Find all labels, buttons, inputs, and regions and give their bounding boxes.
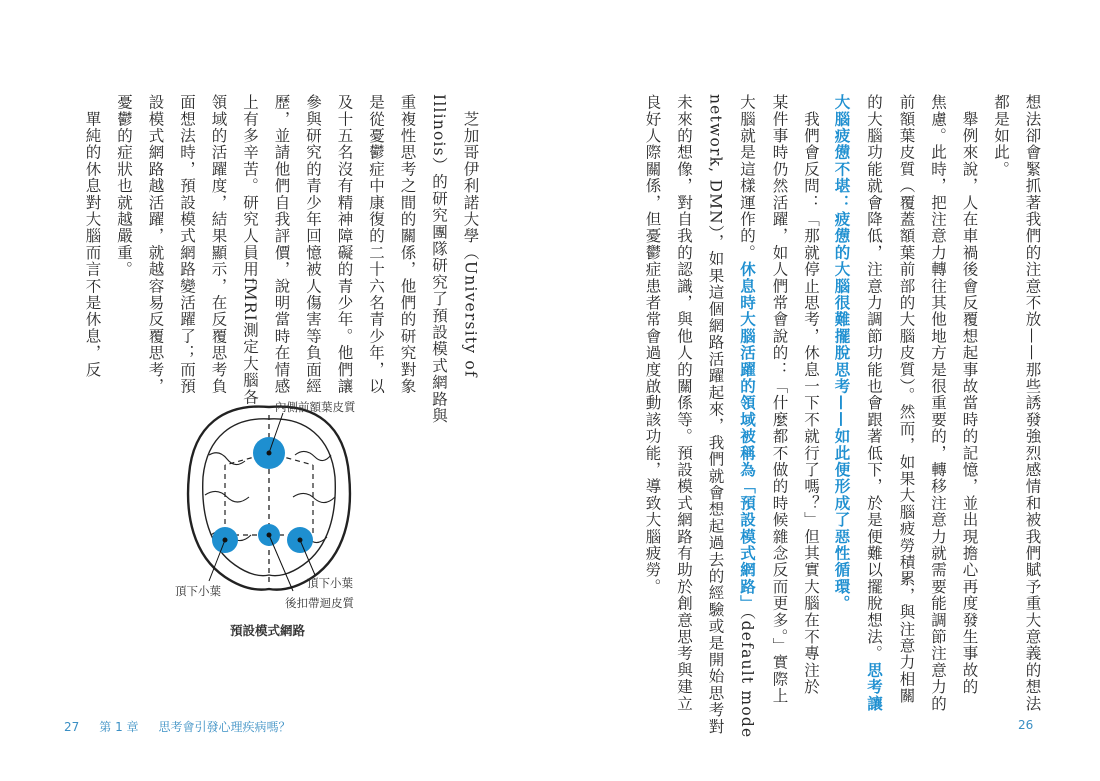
figure-caption: 預設模式網路: [230, 623, 306, 638]
footer-right: [1018, 718, 1033, 732]
highlight-text: 休息時大腦活躍的領域被稱為「預設模式網路」: [738, 261, 757, 612]
text-line: network, DMN），如果這個網路活躍起來，我們就會想起過去的經驗或是開始思考對: [706, 94, 725, 735]
right-page: [550, 0, 1100, 781]
text-line: 焦慮。此時，把注意力轉往其他地方是很重要的，轉移注意力就需要能調節注意力的: [929, 94, 947, 712]
page-number-right: 26: [1018, 718, 1034, 732]
text-line: 芝加哥伊利諾大學（University of: [461, 94, 480, 378]
text-line: 憂鬱的症狀也就越嚴重。: [115, 94, 133, 278]
text-line: 重複性思考之間的關係，他們的研究對象: [398, 94, 417, 395]
highlight-line: 大腦疲憊不堪：疲憊的大腦很難擺脫思考——如此便形成了惡性循環。: [832, 94, 852, 612]
text-line: 想法卻會緊抓著我們的注意不放——那些誘發強烈感情和被我們賦予重大意義的想法: [1023, 94, 1042, 712]
text-line: 單純的休息對大腦而言不是休息，反: [83, 94, 102, 378]
text-line: 是從憂鬱症中康復的二十六名青少年，以: [367, 94, 385, 395]
label-mpfc: 內側前額葉皮質: [275, 400, 356, 414]
label-ipl-left: 頂下小葉: [175, 584, 221, 598]
text-line: 上有多辛苦。研究人員用fMRI測定大腦各: [241, 94, 259, 406]
text-line: 某件事時仍然活躍，如人們常會說的：「什麼都不做的時候雜念反而更多。」實際上: [770, 94, 789, 705]
dmn-figure: [165, 385, 375, 645]
highlight-text: 思考讓: [865, 661, 884, 712]
text-line: 良好人際關係，但憂鬱症患者常會過度啟動該功能，導致大腦疲勞。: [643, 94, 662, 595]
text-line: 舉例來說，人在車禍後會反覆想起事故當時的記憶，並出現擔心再度發生事故的: [960, 94, 979, 696]
text-segment: 大腦就是這樣運作的。: [738, 94, 756, 261]
chapter-title: 思考會引發心理疾病嗎？: [158, 720, 291, 734]
text-line: 設模式網路越活躍，就越容易反覆思考，: [146, 94, 165, 395]
text-line: 未來的想像，對自我的認識，與他人的關係等。預設模式網路有助於創意思考與建立: [675, 94, 693, 712]
footer-left: [64, 718, 291, 735]
text-line: 歷，並請他們自我評價，說明當時在情感: [272, 94, 291, 395]
text-line: 面想法時，預設模式網路變活躍了；而預: [178, 94, 196, 395]
text-line: 領域的活躍度，結果顯示，在反覆思考負: [209, 94, 228, 395]
label-pcc: 後扣帶迴皮質: [285, 596, 354, 610]
chapter-label: 第 1 章: [99, 720, 139, 734]
text-line: 參與研究的青少年回憶被人傷害等負面經: [304, 94, 322, 395]
label-ipl-right: 頂下小葉: [307, 576, 353, 590]
text-line: [731, 94, 764, 739]
text-line: 都是如此。: [992, 94, 1010, 178]
text-segment: 的大腦功能就會降低，注意力調節功能也會跟著低下，於是便難以擺脫想法。: [865, 94, 883, 662]
text-line: [858, 94, 891, 712]
text-segment: （default mode: [738, 611, 756, 739]
text-line: 及十五名沒有精神障礙的青少年。他們讓: [335, 94, 354, 395]
text-line: 前額葉皮質（覆蓋額葉前部的大腦皮質）。然而，如果大腦疲勞積累，與注意力相關: [897, 94, 916, 705]
text-line: 我們會反問：「那就停止思考，休息一下不就行了嗎？」但其實大腦在不專注於: [802, 94, 820, 696]
text-line: Illinois）的研究團隊研究了預設模式網路與: [430, 94, 448, 425]
page-number-left: 27: [64, 720, 80, 734]
